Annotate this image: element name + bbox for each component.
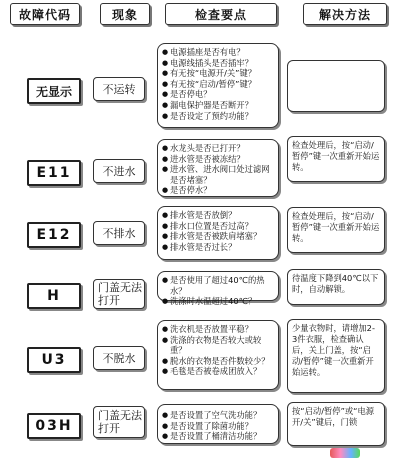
check-item: ● 是否设置了除菌功能？ — [162, 421, 275, 432]
check-item: ● 是否设置了桶清洁功能？ — [162, 431, 275, 442]
check-box — [157, 404, 279, 444]
fault-code: 无显示 — [27, 78, 81, 104]
check-box — [157, 139, 279, 197]
phenomenon-cell: 不脱水 — [93, 346, 145, 370]
check-item: ● 有无按“电源开/关”键？ — [162, 68, 275, 79]
check-item: ● 有无按“启动/暂停”键？ — [162, 79, 275, 90]
check-item: ● 进水管、进水阀口处过滤网是否堵塞？ — [162, 164, 275, 185]
solution-box: 待温度下降到40℃以下时，自动解锁。 — [287, 269, 385, 305]
check-item: ● 是否使用了超过40℃的热水？ — [162, 275, 275, 296]
fault-code: 03H — [27, 413, 81, 439]
check-box — [157, 206, 279, 260]
solution-box — [287, 60, 385, 112]
fault-code: U3 — [27, 347, 81, 373]
phenomenon-cell: 不进水 — [93, 159, 145, 183]
header-phenomenon: 现象 — [100, 3, 150, 25]
phenomenon-cell: 门盖无法打开 — [93, 279, 145, 309]
check-item: ● 洗涤的衣物是否较大或较重？ — [162, 335, 275, 356]
fault-code: E12 — [27, 222, 81, 248]
check-box — [157, 271, 279, 307]
check-item: ● 进水管是否被冻结？ — [162, 154, 275, 165]
phenomenon-cell: 不运转 — [93, 77, 145, 101]
check-item: ● 洗衣机是否放置平稳？ — [162, 324, 275, 335]
phenomenon-cell: 不排水 — [93, 221, 145, 245]
fault-code: H — [27, 283, 81, 309]
check-item: ● 是否设置了空气洗功能？ — [162, 410, 275, 421]
solution-box: 检查处理后，按“启动/暂停”键一次重新开始运转。 — [287, 207, 385, 253]
solution-box: 少量衣物时，请增加2-3件衣服，检查确认后，关上门盖，按“启动/暂停”键一次重新开始运转。 — [287, 319, 385, 393]
header-check: 检查要点 — [165, 3, 277, 25]
check-item: ● 是否停水？ — [162, 185, 275, 196]
header-solution: 解决方法 — [303, 3, 387, 25]
phenomenon-cell: 门盖无法打开 — [93, 406, 145, 438]
solution-box: 检查处理后，按“启动/暂停”键一次重新开始运转。 — [287, 136, 385, 182]
fault-code: E11 — [27, 160, 81, 186]
check-item: ● 电源线插头是否插牢？ — [162, 58, 275, 69]
check-item: ● 毛毯是否被卷成团放入？ — [162, 366, 275, 377]
header-code: 故障代码 — [10, 3, 80, 25]
check-item: ● 脱水的衣物是否件数较少？ — [162, 356, 275, 367]
check-item: ● 电源插座是否有电？ — [162, 47, 275, 58]
check-item: ● 排水管是否放倒？ — [162, 210, 275, 221]
check-item: ● 是否停电？ — [162, 89, 275, 100]
check-item: ● 排水管是否被跌肩堵塞？ — [162, 231, 275, 242]
check-item: ● 是否设定了预约功能？ — [162, 111, 275, 122]
check-item: ● 排水口位置是否过高？ — [162, 221, 275, 232]
check-box — [157, 43, 279, 128]
check-item: ● 洗涤时水温超过40℃？ — [162, 296, 275, 307]
check-item: ● 漏电保护器是否断开？ — [162, 100, 275, 111]
solution-box: 按“启动/暂停”或“电源开/关”键后，门锁 — [287, 402, 385, 446]
check-item: ● 排水管是否过长？ — [162, 242, 275, 253]
check-item: ● 水龙头是否已打开？ — [162, 143, 275, 154]
watermark-logo — [330, 448, 360, 458]
check-box — [157, 320, 279, 390]
